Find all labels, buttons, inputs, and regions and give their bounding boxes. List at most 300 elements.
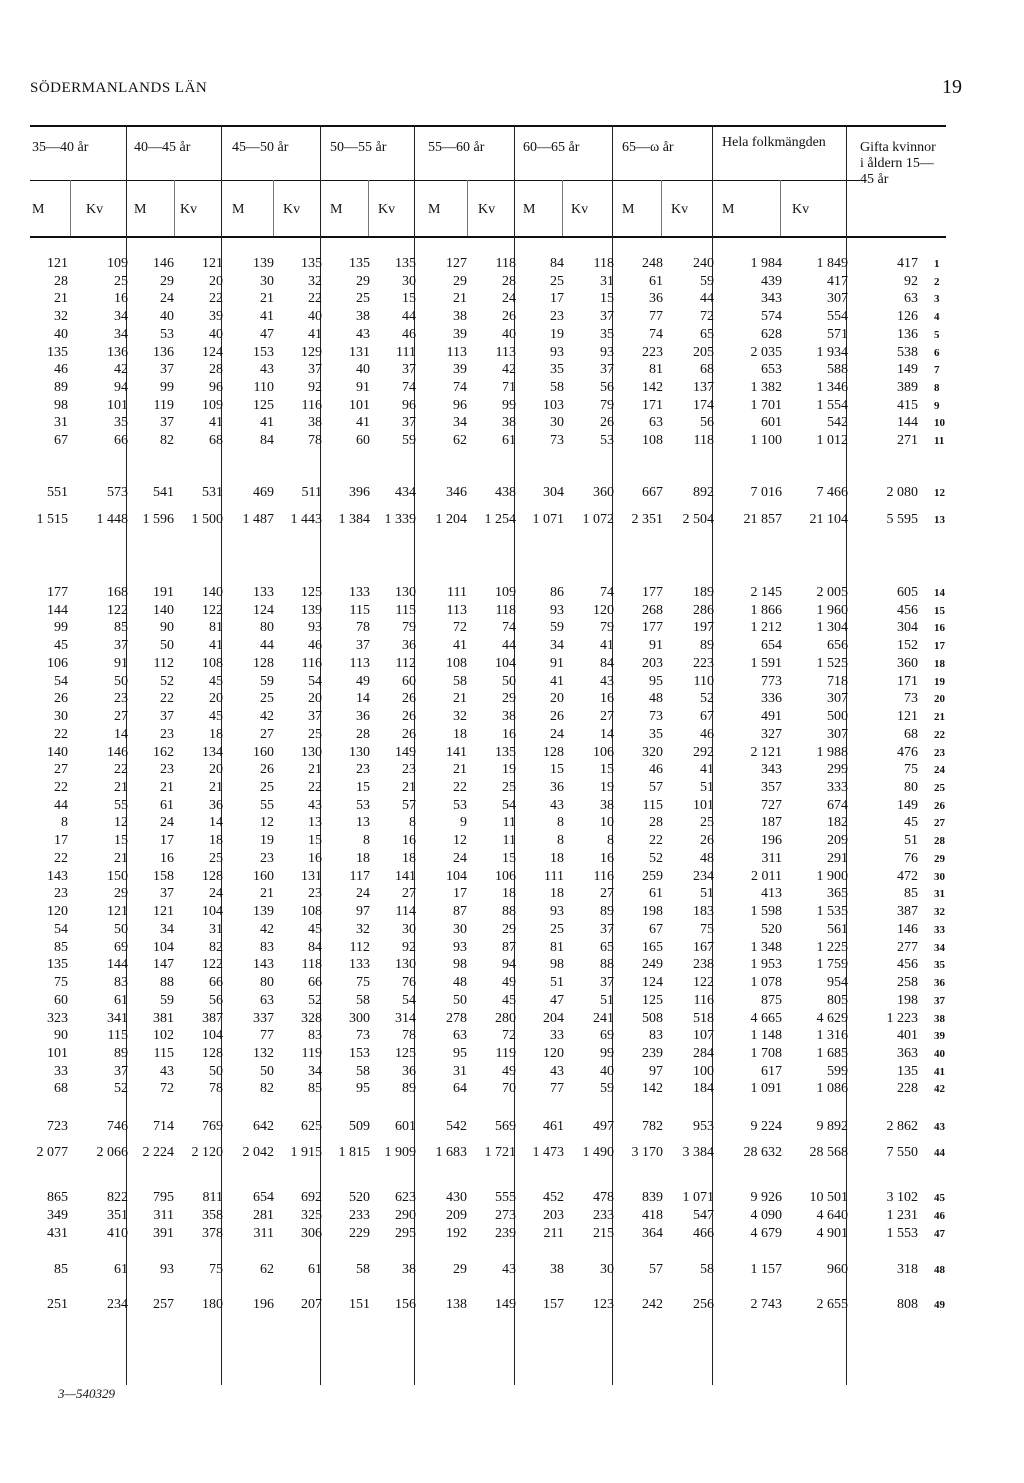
table-cell: 59 bbox=[700, 273, 714, 289]
table-cell: 31 bbox=[209, 921, 223, 937]
column-group-header: 40—45 år bbox=[134, 140, 191, 155]
table-cell: 198 bbox=[642, 904, 663, 920]
table-cell: 25 bbox=[550, 273, 564, 289]
table-cell: 191 bbox=[153, 585, 174, 600]
table-cell: 52 bbox=[649, 850, 663, 866]
table-cell: 85 bbox=[114, 620, 128, 636]
table-cell: 4 901 bbox=[816, 1226, 848, 1241]
table-cell: 38 bbox=[308, 415, 322, 431]
table-cell: 63 bbox=[904, 291, 918, 307]
table-cell: 30 bbox=[600, 1262, 614, 1277]
table-cell: 37 bbox=[402, 415, 416, 431]
table-cell: 89 bbox=[600, 904, 614, 920]
sub-header-men: M bbox=[523, 202, 536, 217]
table-cell: 960 bbox=[827, 1262, 848, 1277]
table-cell: 304 bbox=[543, 485, 564, 500]
table-cell: 99 bbox=[54, 620, 68, 636]
table-cell: 38 bbox=[502, 415, 516, 431]
row-number: 41 bbox=[934, 1065, 945, 1078]
table-cell: 133 bbox=[349, 585, 370, 600]
table-cell: 278 bbox=[446, 1010, 467, 1026]
table-cell: 85 bbox=[308, 1081, 322, 1097]
table-cell: 273 bbox=[495, 1208, 516, 1223]
table-cell: 23 bbox=[356, 762, 370, 778]
table-cell: 70 bbox=[502, 1081, 516, 1097]
table-cell: 52 bbox=[160, 673, 174, 689]
table-cell: 35 bbox=[600, 326, 614, 342]
table-cell: 13 bbox=[308, 815, 322, 831]
table-cell: 100 bbox=[693, 1063, 714, 1079]
table-cell: 36 bbox=[649, 291, 663, 307]
table-cell: 84 bbox=[600, 655, 614, 671]
table-cell: 16 bbox=[308, 850, 322, 866]
table-cell: 327 bbox=[761, 726, 782, 742]
table-cell: 24 bbox=[160, 815, 174, 831]
table-cell: 136 bbox=[107, 344, 128, 360]
sub-header-men: M bbox=[622, 202, 635, 217]
table-cell: 229 bbox=[349, 1226, 370, 1241]
table-cell: 44 bbox=[54, 797, 68, 813]
table-cell: 57 bbox=[649, 780, 663, 796]
table-cell: 542 bbox=[446, 1119, 467, 1134]
table-cell: 108 bbox=[202, 655, 223, 671]
table-cell: 26 bbox=[54, 691, 68, 707]
table-cell: 30 bbox=[54, 709, 68, 725]
table-cell: 773 bbox=[761, 673, 782, 689]
table-cell: 149 bbox=[495, 1297, 516, 1312]
table-cell: 102 bbox=[153, 1028, 174, 1044]
table-cell: 119 bbox=[153, 397, 174, 413]
table-cell: 115 bbox=[107, 1028, 128, 1044]
table-cell: 58 bbox=[356, 992, 370, 1008]
table-cell: 26 bbox=[402, 726, 416, 742]
table-cell: 1 071 bbox=[532, 512, 564, 527]
table-cell: 40 bbox=[54, 326, 68, 342]
table-cell: 58 bbox=[453, 673, 467, 689]
table-cell: 401 bbox=[897, 1028, 918, 1044]
table-cell: 28 568 bbox=[809, 1145, 848, 1160]
table-cell: 271 bbox=[897, 433, 918, 448]
table-cell: 320 bbox=[642, 744, 663, 760]
table-cell: 125 bbox=[395, 1045, 416, 1061]
table-cell: 80 bbox=[260, 620, 274, 636]
table-cell: 782 bbox=[642, 1119, 663, 1134]
table-cell: 62 bbox=[453, 433, 467, 448]
table-cell: 38 bbox=[550, 1262, 564, 1277]
table-cell: 42 bbox=[260, 709, 274, 725]
table-cell: 25 bbox=[308, 726, 322, 742]
table-cell: 9 224 bbox=[750, 1119, 782, 1134]
table-cell: 37 bbox=[160, 709, 174, 725]
table-cell: 96 bbox=[402, 397, 416, 413]
sub-header-women: Kv bbox=[792, 202, 810, 217]
table-cell: 128 bbox=[253, 655, 274, 671]
table-cell: 104 bbox=[153, 939, 174, 955]
table-cell: 83 bbox=[649, 1028, 663, 1044]
table-cell: 136 bbox=[153, 344, 174, 360]
table-cell: 131 bbox=[349, 344, 370, 360]
table-cell: 531 bbox=[202, 485, 223, 500]
row-number: 35 bbox=[934, 959, 945, 972]
table-cell: 37 bbox=[356, 638, 370, 654]
table-cell: 65 bbox=[600, 939, 614, 955]
table-cell: 378 bbox=[202, 1226, 223, 1241]
table-cell: 654 bbox=[761, 638, 782, 654]
table-cell: 110 bbox=[693, 673, 714, 689]
table-cell: 4 090 bbox=[750, 1208, 782, 1223]
table-cell: 692 bbox=[301, 1190, 322, 1205]
table-cell: 58 bbox=[356, 1063, 370, 1079]
row-number: 30 bbox=[934, 870, 945, 883]
table-cell: 1 909 bbox=[384, 1145, 416, 1160]
table-cell: 25 bbox=[356, 291, 370, 307]
page-number: 19 bbox=[942, 76, 962, 98]
table-cell: 80 bbox=[260, 975, 274, 991]
table-cell: 79 bbox=[600, 397, 614, 413]
table-cell: 79 bbox=[402, 620, 416, 636]
table-cell: 1 849 bbox=[816, 256, 848, 271]
table-cell: 37 bbox=[308, 709, 322, 725]
table-cell: 1 815 bbox=[338, 1145, 370, 1160]
table-cell: 65 bbox=[700, 326, 714, 342]
table-cell: 15 bbox=[356, 780, 370, 796]
table-cell: 10 501 bbox=[809, 1190, 848, 1205]
table-cell: 41 bbox=[260, 309, 274, 325]
table-cell: 1 500 bbox=[191, 512, 223, 527]
table-cell: 1 490 bbox=[582, 1145, 614, 1160]
table-cell: 1 596 bbox=[142, 512, 174, 527]
table-cell: 83 bbox=[308, 1028, 322, 1044]
table-cell: 42 bbox=[114, 362, 128, 378]
table-cell: 24 bbox=[550, 726, 564, 742]
table-cell: 25 bbox=[260, 780, 274, 796]
table-cell: 16 bbox=[160, 850, 174, 866]
table-cell: 22 bbox=[308, 780, 322, 796]
table-cell: 118 bbox=[693, 433, 714, 448]
table-cell: 58 bbox=[356, 1262, 370, 1277]
table-cell: 1 915 bbox=[290, 1145, 322, 1160]
table-cell: 5 595 bbox=[886, 512, 918, 527]
table-cell: 22 bbox=[308, 291, 322, 307]
table-cell: 85 bbox=[904, 886, 918, 902]
table-cell: 45 bbox=[209, 709, 223, 725]
table-cell: 280 bbox=[495, 1010, 516, 1026]
table-cell: 50 bbox=[160, 638, 174, 654]
table-cell: 628 bbox=[761, 326, 782, 342]
table-cell: 37 bbox=[308, 362, 322, 378]
table-cell: 17 bbox=[54, 833, 68, 849]
table-cell: 538 bbox=[897, 344, 918, 360]
table-cell: 32 bbox=[453, 709, 467, 725]
table-cell: 491 bbox=[761, 709, 782, 725]
table-cell: 7 550 bbox=[886, 1145, 918, 1160]
row-number: 12 bbox=[934, 487, 945, 499]
sub-header-women: Kv bbox=[478, 202, 496, 217]
table-cell: 196 bbox=[253, 1297, 274, 1312]
table-cell: 74 bbox=[453, 379, 467, 395]
table-cell: 10 bbox=[600, 815, 614, 831]
table-cell: 108 bbox=[446, 655, 467, 671]
table-cell: 46 bbox=[649, 762, 663, 778]
table-cell: 50 bbox=[260, 1063, 274, 1079]
table-cell: 74 bbox=[600, 585, 614, 600]
table-cell: 469 bbox=[253, 485, 274, 500]
table-cell: 12 bbox=[260, 815, 274, 831]
table-cell: 318 bbox=[897, 1262, 918, 1277]
table-cell: 135 bbox=[301, 256, 322, 271]
table-cell: 418 bbox=[642, 1208, 663, 1223]
table-cell: 1 934 bbox=[816, 344, 848, 360]
table-cell: 80 bbox=[904, 780, 918, 796]
table-cell: 41 bbox=[356, 415, 370, 431]
table-cell: 141 bbox=[446, 744, 467, 760]
table-cell: 116 bbox=[301, 397, 322, 413]
table-cell: 75 bbox=[209, 1262, 223, 1277]
table-cell: 34 bbox=[550, 638, 564, 654]
table-cell: 44 bbox=[260, 638, 274, 654]
table-cell: 92 bbox=[904, 273, 918, 289]
table-cell: 118 bbox=[301, 957, 322, 973]
table-cell: 2 655 bbox=[816, 1297, 848, 1312]
row-number: 49 bbox=[934, 1299, 945, 1311]
table-cell: 35 bbox=[649, 726, 663, 742]
table-cell: 2 351 bbox=[631, 512, 663, 527]
table-cell: 19 bbox=[502, 762, 516, 778]
table-cell: 115 bbox=[395, 602, 416, 618]
table-cell: 91 bbox=[114, 655, 128, 671]
table-cell: 15 bbox=[502, 850, 516, 866]
table-cell: 171 bbox=[642, 397, 663, 413]
table-cell: 21 bbox=[402, 780, 416, 796]
table-cell: 413 bbox=[761, 886, 782, 902]
table-cell: 21 857 bbox=[743, 512, 782, 527]
table-cell: 73 bbox=[550, 433, 564, 448]
table-cell: 20 bbox=[308, 691, 322, 707]
table-cell: 66 bbox=[308, 975, 322, 991]
table-cell: 104 bbox=[202, 904, 223, 920]
table-cell: 35 bbox=[114, 415, 128, 431]
table-cell: 61 bbox=[649, 273, 663, 289]
table-cell: 21 bbox=[260, 886, 274, 902]
subcolumn-divider bbox=[273, 180, 274, 236]
table-cell: 58 bbox=[550, 379, 564, 395]
table-cell: 78 bbox=[308, 433, 322, 448]
table-cell: 769 bbox=[202, 1119, 223, 1134]
table-cell: 183 bbox=[693, 904, 714, 920]
table-cell: 573 bbox=[107, 485, 128, 500]
table-cell: 41 bbox=[453, 638, 467, 654]
table-cell: 37 bbox=[114, 1063, 128, 1079]
table-cell: 892 bbox=[693, 485, 714, 500]
row-number: 19 bbox=[934, 675, 945, 688]
table-cell: 26 bbox=[402, 709, 416, 725]
table-cell: 358 bbox=[202, 1208, 223, 1223]
table-cell: 2 077 bbox=[36, 1145, 68, 1160]
table-cell: 28 bbox=[209, 362, 223, 378]
table-cell: 112 bbox=[153, 655, 174, 671]
table-cell: 109 bbox=[107, 256, 128, 271]
table-cell: 92 bbox=[402, 939, 416, 955]
row-number: 18 bbox=[934, 657, 945, 670]
row-number: 13 bbox=[934, 514, 945, 526]
table-cell: 323 bbox=[47, 1010, 68, 1026]
table-cell: 554 bbox=[827, 309, 848, 325]
table-cell: 1 487 bbox=[242, 512, 274, 527]
table-cell: 146 bbox=[107, 744, 128, 760]
table-cell: 33 bbox=[550, 1028, 564, 1044]
table-cell: 75 bbox=[904, 762, 918, 778]
table-cell: 31 bbox=[453, 1063, 467, 1079]
table-cell: 99 bbox=[600, 1045, 614, 1061]
table-cell: 51 bbox=[550, 975, 564, 991]
table-cell: 4 665 bbox=[750, 1010, 782, 1026]
table-cell: 1 384 bbox=[338, 512, 370, 527]
row-number: 24 bbox=[934, 764, 945, 777]
table-cell: 144 bbox=[47, 602, 68, 618]
sub-header-men: M bbox=[134, 202, 147, 217]
table-cell: 171 bbox=[897, 673, 918, 689]
subcolumn-divider bbox=[780, 180, 781, 236]
row-number: 32 bbox=[934, 906, 945, 919]
sub-header-women: Kv bbox=[671, 202, 689, 217]
table-cell: 15 bbox=[308, 833, 322, 849]
table-cell: 839 bbox=[642, 1190, 663, 1205]
table-cell: 23 bbox=[160, 762, 174, 778]
table-cell: 130 bbox=[395, 957, 416, 973]
table-cell: 140 bbox=[202, 585, 223, 600]
table-cell: 86 bbox=[550, 585, 564, 600]
table-cell: 54 bbox=[54, 673, 68, 689]
table-cell: 55 bbox=[114, 797, 128, 813]
table-cell: 461 bbox=[543, 1119, 564, 1134]
table-cell: 125 bbox=[301, 585, 322, 600]
table-cell: 76 bbox=[402, 975, 416, 991]
table-cell: 574 bbox=[761, 309, 782, 325]
table-cell: 116 bbox=[593, 868, 614, 884]
table-cell: 438 bbox=[495, 485, 516, 500]
table-cell: 37 bbox=[600, 975, 614, 991]
subcolumn-divider bbox=[467, 180, 468, 236]
table-cell: 79 bbox=[600, 620, 614, 636]
table-cell: 1 900 bbox=[816, 868, 848, 884]
table-cell: 17 bbox=[160, 833, 174, 849]
table-cell: 46 bbox=[54, 362, 68, 378]
table-cell: 396 bbox=[349, 485, 370, 500]
table-cell: 811 bbox=[202, 1190, 223, 1205]
table-cell: 89 bbox=[54, 379, 68, 395]
table-cell: 43 bbox=[550, 797, 564, 813]
table-cell: 18 bbox=[209, 833, 223, 849]
table-cell: 284 bbox=[693, 1045, 714, 1061]
table-cell: 746 bbox=[107, 1119, 128, 1134]
table-cell: 50 bbox=[502, 673, 516, 689]
table-cell: 727 bbox=[761, 797, 782, 813]
table-cell: 167 bbox=[693, 939, 714, 955]
table-cell: 60 bbox=[54, 992, 68, 1008]
table-cell: 21 bbox=[260, 291, 274, 307]
row-number: 34 bbox=[934, 941, 945, 954]
table-cell: 541 bbox=[153, 485, 174, 500]
table-cell: 50 bbox=[453, 992, 467, 1008]
table-cell: 351 bbox=[107, 1208, 128, 1223]
table-cell: 18 bbox=[356, 850, 370, 866]
table-cell: 360 bbox=[593, 485, 614, 500]
table-cell: 24 bbox=[356, 886, 370, 902]
table-cell: 135 bbox=[47, 957, 68, 973]
table-cell: 7 016 bbox=[750, 485, 782, 500]
table-cell: 714 bbox=[153, 1119, 174, 1134]
table-cell: 77 bbox=[550, 1081, 564, 1097]
table-cell: 118 bbox=[495, 256, 516, 271]
table-cell: 508 bbox=[642, 1010, 663, 1026]
table-cell: 81 bbox=[209, 620, 223, 636]
table-cell: 78 bbox=[402, 1028, 416, 1044]
table-cell: 72 bbox=[502, 1028, 516, 1044]
table-cell: 125 bbox=[642, 992, 663, 1008]
table-cell: 653 bbox=[761, 362, 782, 378]
table-cell: 311 bbox=[761, 850, 782, 866]
table-cell: 93 bbox=[550, 904, 564, 920]
table-cell: 240 bbox=[693, 256, 714, 271]
table-cell: 126 bbox=[897, 309, 918, 325]
table-cell: 95 bbox=[356, 1081, 370, 1097]
table-cell: 144 bbox=[107, 957, 128, 973]
table-cell: 51 bbox=[700, 886, 714, 902]
table-cell: 47 bbox=[260, 326, 274, 342]
table-cell: 2 035 bbox=[750, 344, 782, 360]
table-cell: 381 bbox=[153, 1010, 174, 1026]
table-cell: 77 bbox=[260, 1028, 274, 1044]
table-cell: 207 bbox=[301, 1297, 322, 1312]
table-cell: 59 bbox=[402, 433, 416, 448]
table-cell: 28 bbox=[54, 273, 68, 289]
table-cell: 29 bbox=[453, 1262, 467, 1277]
table-cell: 90 bbox=[54, 1028, 68, 1044]
table-cell: 63 bbox=[649, 415, 663, 431]
table-cell: 268 bbox=[642, 602, 663, 618]
table-cell: 45 bbox=[308, 921, 322, 937]
table-cell: 43 bbox=[550, 1063, 564, 1079]
header-top-rule bbox=[30, 125, 946, 127]
table-cell: 97 bbox=[649, 1063, 663, 1079]
table-cell: 146 bbox=[897, 921, 918, 937]
table-cell: 130 bbox=[395, 585, 416, 600]
table-cell: 61 bbox=[114, 1262, 128, 1277]
table-cell: 128 bbox=[202, 868, 223, 884]
table-cell: 32 bbox=[356, 921, 370, 937]
table-cell: 21 bbox=[209, 780, 223, 796]
table-cell: 73 bbox=[904, 691, 918, 707]
sub-header-men: M bbox=[428, 202, 441, 217]
table-cell: 209 bbox=[446, 1208, 467, 1223]
table-cell: 30 bbox=[550, 415, 564, 431]
table-cell: 72 bbox=[700, 309, 714, 325]
sub-header-women: Kv bbox=[86, 202, 104, 217]
table-cell: 203 bbox=[543, 1208, 564, 1223]
table-cell: 63 bbox=[453, 1028, 467, 1044]
table-cell: 67 bbox=[700, 709, 714, 725]
table-cell: 198 bbox=[897, 992, 918, 1008]
table-cell: 37 bbox=[114, 638, 128, 654]
table-cell: 497 bbox=[593, 1119, 614, 1134]
sub-header-women: Kv bbox=[283, 202, 301, 217]
table-cell: 203 bbox=[642, 655, 663, 671]
table-cell: 11 bbox=[502, 833, 516, 849]
table-cell: 34 bbox=[114, 326, 128, 342]
table-cell: 158 bbox=[153, 868, 174, 884]
row-number: 5 bbox=[934, 328, 940, 341]
table-cell: 30 bbox=[260, 273, 274, 289]
